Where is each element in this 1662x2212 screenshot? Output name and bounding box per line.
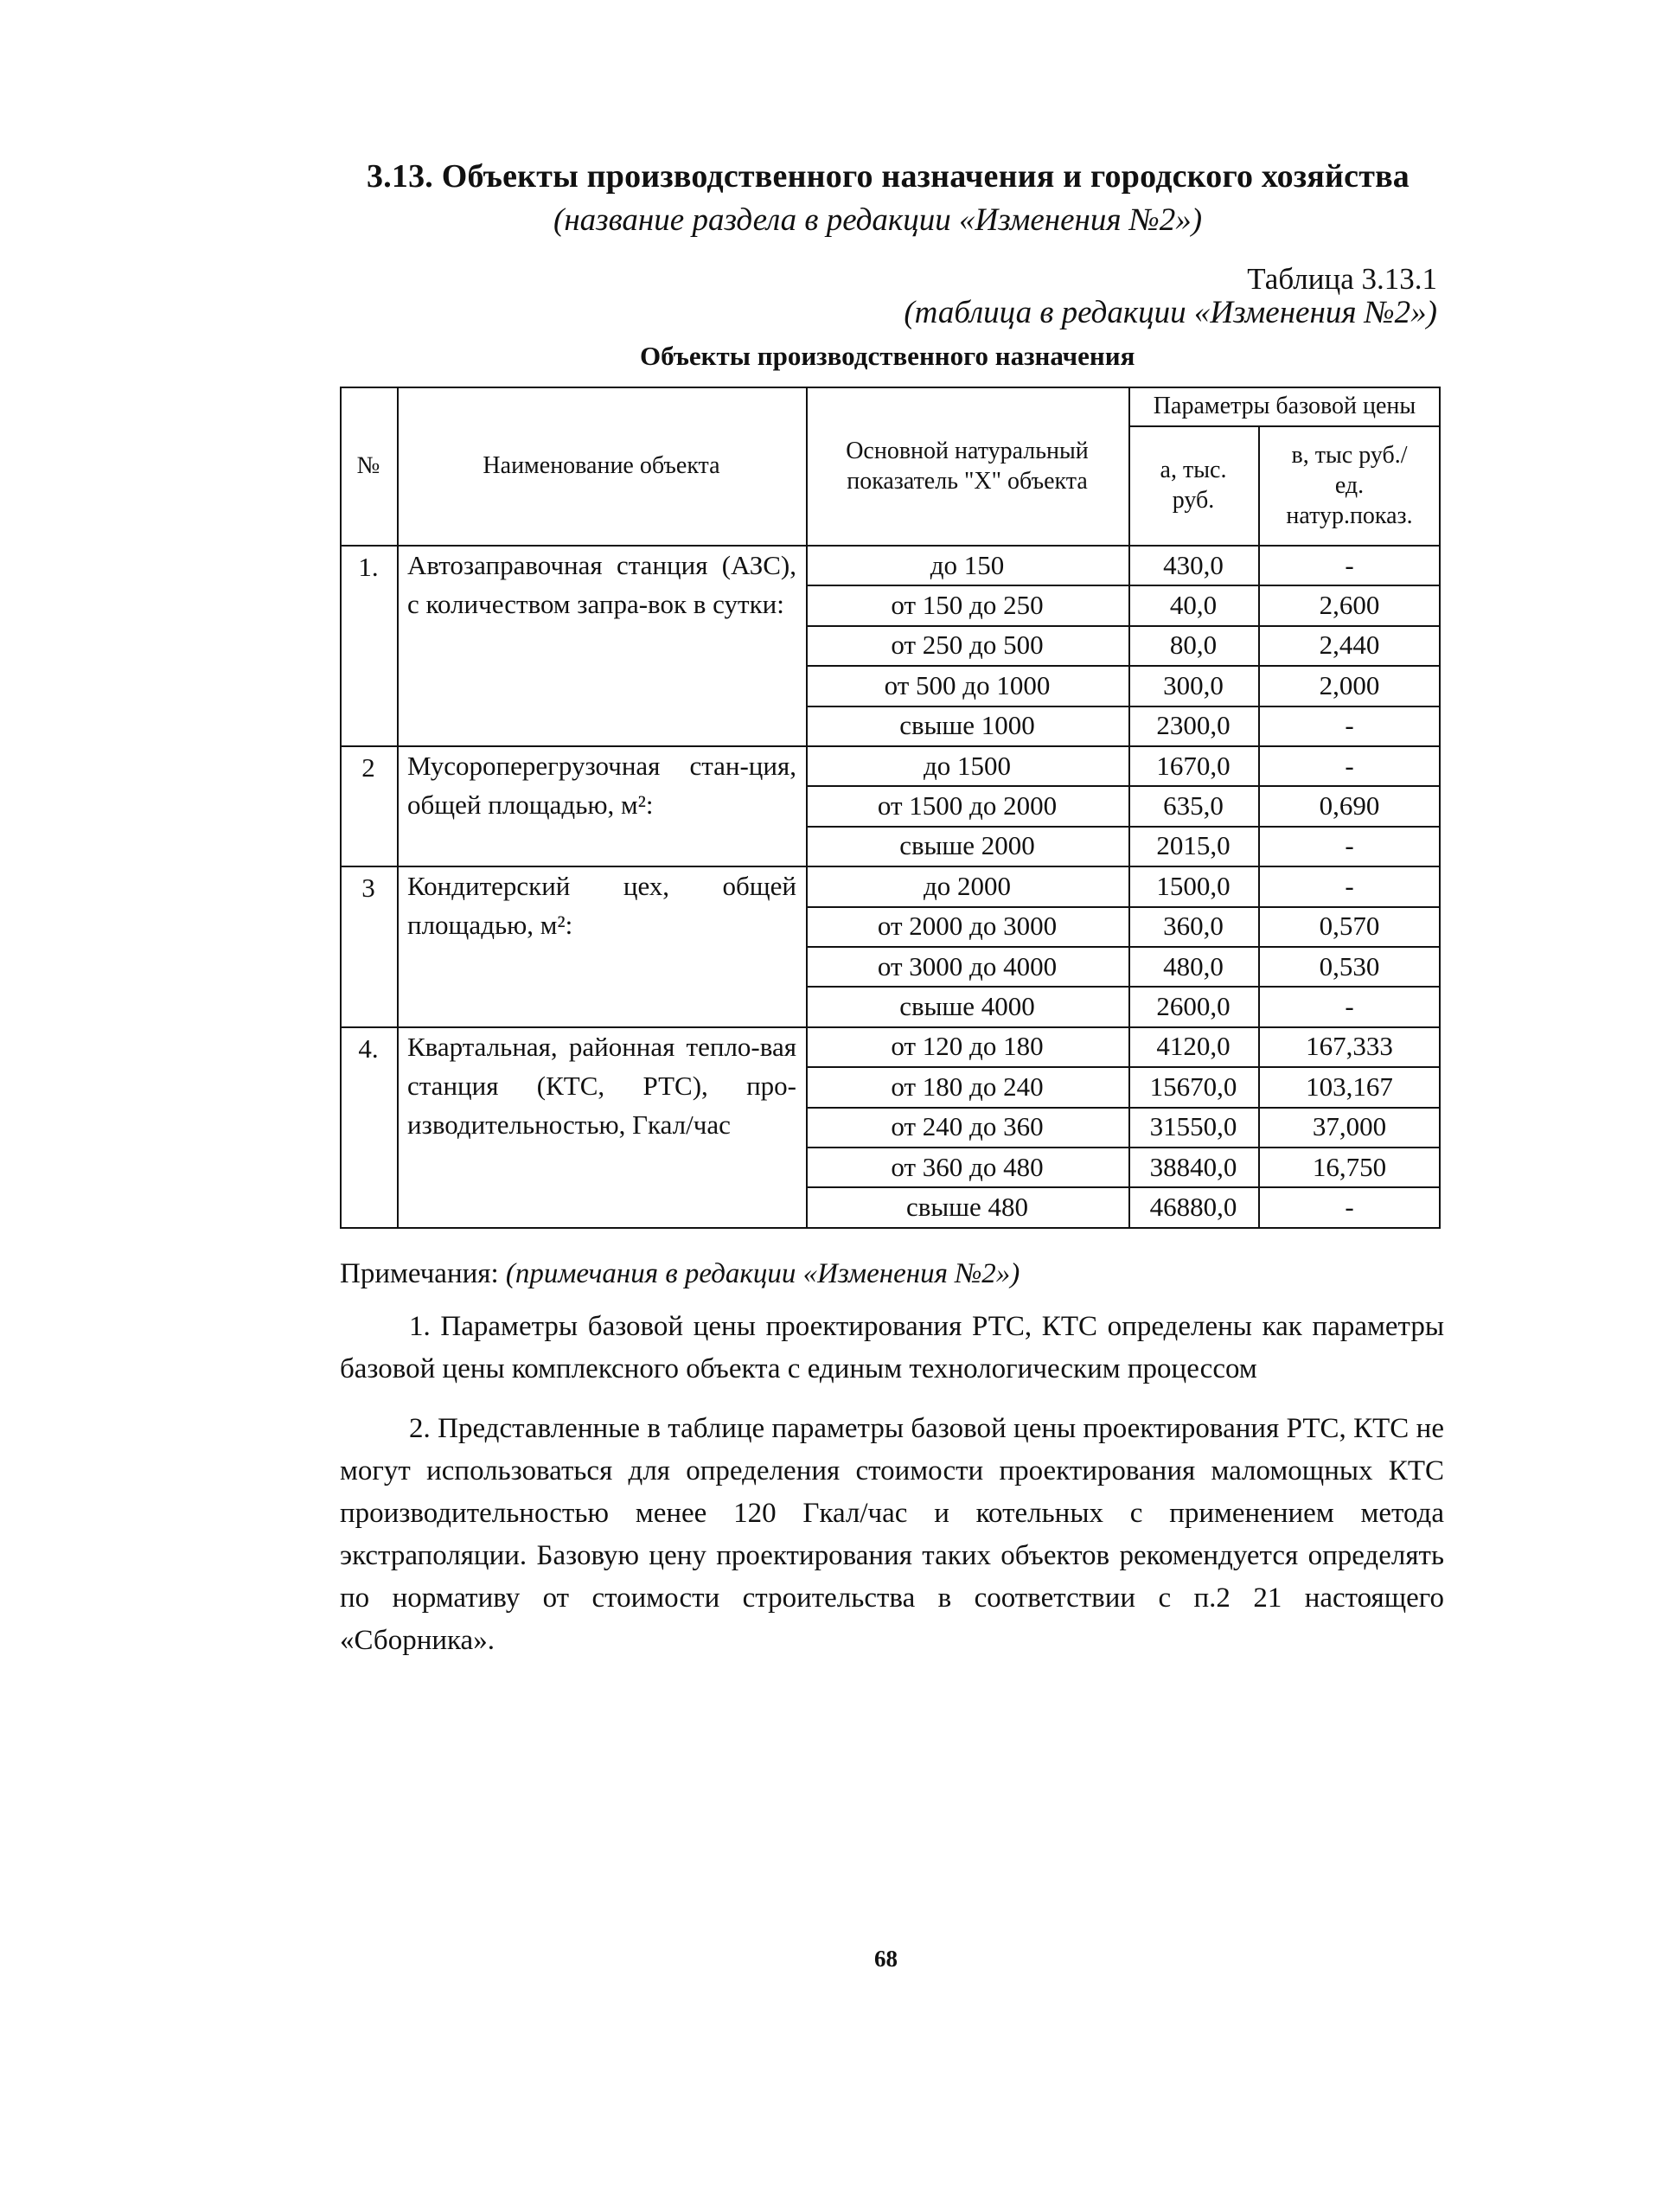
object-number: 2: [361, 752, 375, 783]
notes-label-note: (примечания в редакции «Изменения №2»): [505, 1258, 1020, 1289]
indicator-range: от 120 до 180: [891, 1031, 1044, 1062]
param-a-value: 4120,0: [1156, 1031, 1231, 1062]
header-a: а, тыс. руб.: [1160, 457, 1227, 514]
param-a-value: 31550,0: [1149, 1111, 1237, 1142]
param-a-value: 2015,0: [1156, 830, 1231, 861]
indicator-range: от 240 до 360: [891, 1111, 1044, 1142]
object-name: Мусороперегрузочная стан-ция, общей площадью, м²:: [407, 751, 796, 820]
header-indicator: Основной натуральный показатель "X" объекта: [846, 437, 1089, 495]
object-number: 4.: [358, 1032, 379, 1064]
param-a-value: 360,0: [1163, 911, 1224, 942]
price-table: [340, 387, 1441, 1230]
param-a-value: 480,0: [1163, 950, 1224, 981]
param-b-value: -: [1345, 991, 1354, 1022]
table-caption: Объекты производственного назначения: [640, 341, 1135, 371]
param-b-value: 2,600: [1319, 590, 1380, 621]
param-b-value: -: [1345, 710, 1354, 741]
indicator-range: от 1500 до 2000: [877, 790, 1058, 822]
indicator-range: от 500 до 1000: [884, 669, 1051, 700]
param-b-value: 103,167: [1306, 1071, 1393, 1102]
header-num: №: [356, 452, 380, 479]
param-b-value: -: [1345, 750, 1354, 781]
param-a-value: 635,0: [1163, 790, 1224, 822]
param-a-value: 1500,0: [1156, 870, 1231, 901]
section-title: 3.13. Объекты производственного назначения и городского хозяйства: [367, 158, 1410, 195]
object-name: Автозаправочная станция (АЗС), с количеством запра-вок в сутки:: [407, 550, 796, 619]
param-b-value: -: [1345, 830, 1354, 861]
table-label: Таблица 3.13.1: [1247, 262, 1437, 296]
object-name: Кондитерский цех, общей площадью, м²:: [407, 871, 796, 941]
param-a-value: 1670,0: [1156, 750, 1231, 781]
object-number: 3: [361, 873, 375, 904]
param-b-value: 0,570: [1319, 911, 1380, 942]
param-a-value: 300,0: [1163, 669, 1224, 700]
notes-label: Примечания:: [340, 1258, 499, 1289]
param-a-value: 430,0: [1163, 549, 1224, 580]
param-a-value: 40,0: [1169, 590, 1218, 621]
param-a-value: 80,0: [1169, 630, 1218, 661]
section-subtitle: (название раздела в редакции «Изменения №2»): [553, 202, 1203, 238]
param-b-value: -: [1345, 1192, 1354, 1223]
param-b-value: 16,750: [1312, 1151, 1387, 1182]
indicator-range: свыше 480: [905, 1192, 1029, 1223]
indicator-range: от 250 до 500: [891, 630, 1044, 661]
indicator-range: от 360 до 480: [891, 1151, 1044, 1182]
indicator-range: от 150 до 250: [891, 590, 1044, 621]
header-b: в, тыс руб./ ед. натур.показ.: [1286, 441, 1413, 529]
header-name: Наименование объекта: [483, 452, 720, 479]
indicator-range: от 3000 до 4000: [877, 950, 1058, 981]
header-params: Параметры базовой цены: [1153, 393, 1416, 419]
indicator-range: до 1500: [923, 750, 1012, 781]
indicator-range: до 150: [930, 549, 1005, 580]
indicator-range: свыше 2000: [899, 830, 1035, 861]
param-b-value: -: [1345, 549, 1354, 580]
param-b-value: 2,440: [1319, 630, 1380, 661]
object-number: 1.: [358, 552, 379, 582]
note-1: 1. Параметры базовой цены проектирования РТС, КТС определены как параметры базовой цены комплексного объекта с единым технологическим процессом: [340, 1311, 1444, 1384]
indicator-range: от 180 до 240: [891, 1071, 1044, 1102]
notes-heading: [340, 1258, 1020, 1290]
page-number: 68: [874, 1946, 898, 1972]
table-border-top: [340, 387, 1441, 388]
param-b-value: 37,000: [1312, 1111, 1387, 1142]
note-2: 2. Представленные в таблице параметры базовой цены проектирования РТС, КТС не могут использоваться для определения стоимости проектирования маломощных КТС производительностью менее 120 Гкал/час и котельных с применением метода экстраполяции. Базовую цену проектирования таких объектов рекомендуется определять по нормативу от стоимости строительства в соответствии с п.2 21 настоящего «Сборника».: [340, 1413, 1444, 1656]
param-b-value: 0,530: [1319, 950, 1380, 981]
col-line: [397, 387, 399, 1227]
param-a-value: 15670,0: [1149, 1071, 1237, 1102]
col-line: [340, 387, 342, 1227]
header-divider: [1128, 425, 1441, 427]
param-b-value: -: [1345, 870, 1354, 901]
param-b-value: 2,000: [1319, 669, 1380, 700]
param-b-value: 167,333: [1306, 1031, 1393, 1062]
param-a-value: 46880,0: [1149, 1192, 1237, 1223]
table-label-note: (таблица в редакции «Изменения №2»): [904, 295, 1437, 330]
table-border-bottom: [340, 1227, 1441, 1229]
indicator-range: свыше 1000: [899, 710, 1035, 741]
object-name: Квартальная, районная тепло-вая станция (КТС, РТС), про-изводительностью, Гкал/час: [407, 1031, 796, 1140]
indicator-range: свыше 4000: [899, 991, 1035, 1022]
param-a-value: 2300,0: [1156, 710, 1231, 741]
param-a-value: 38840,0: [1149, 1151, 1237, 1182]
indicator-range: до 2000: [923, 870, 1012, 901]
indicator-range: от 2000 до 3000: [877, 911, 1058, 942]
param-b-value: 0,690: [1319, 790, 1380, 822]
param-a-value: 2600,0: [1156, 991, 1231, 1022]
